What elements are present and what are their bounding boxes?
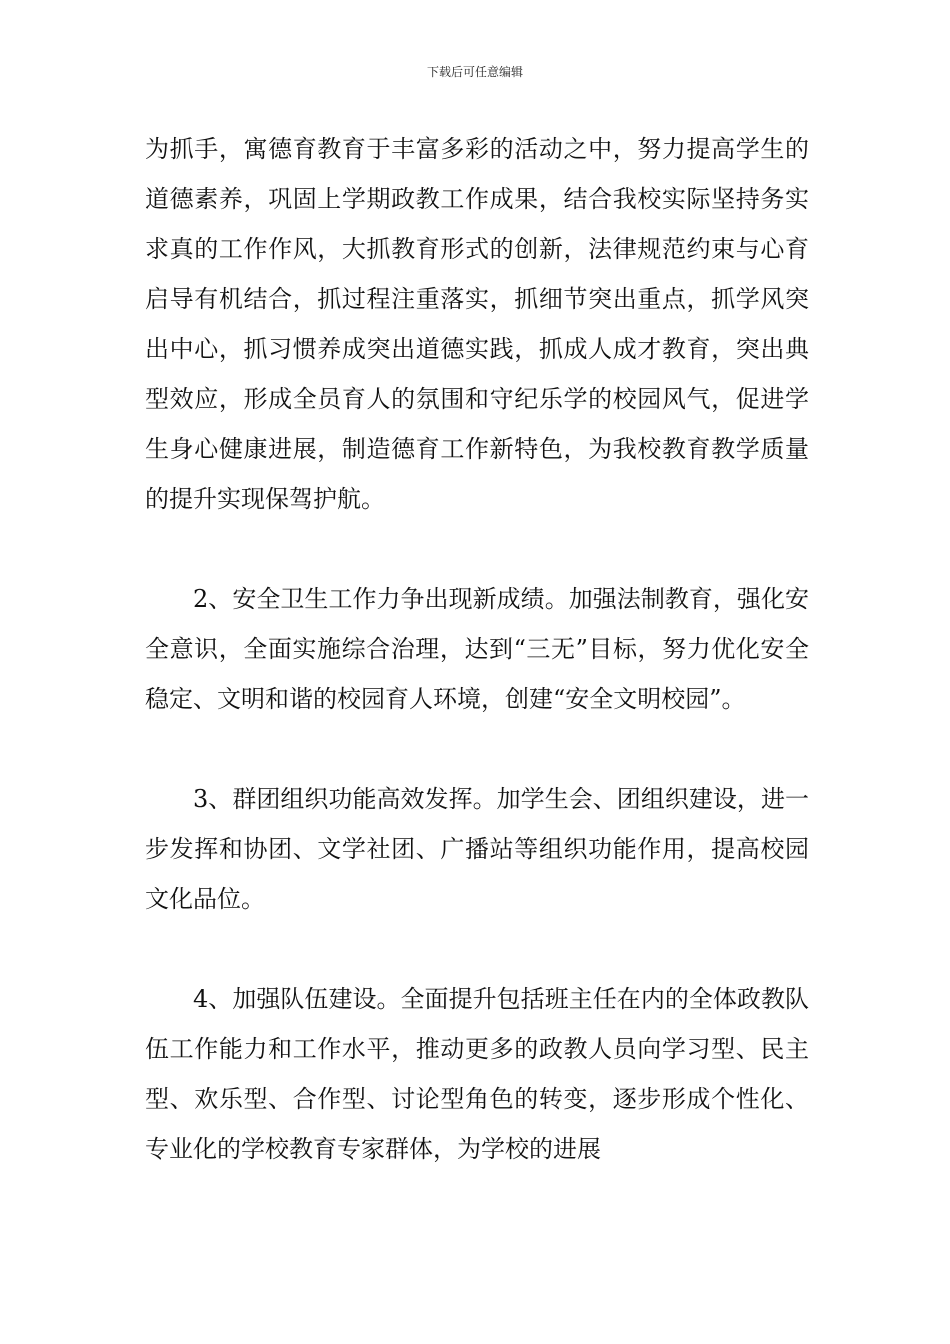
paragraph-spacer	[145, 724, 809, 774]
paragraph-spacer	[145, 924, 809, 974]
paragraph-4: 4、加强队伍建设。全面提升包括班主任在内的全体政教队伍工作能力和工作水平，推动更多的政教人员向学习型、民主型、欢乐型、合作型、讨论型角色的转变，逐步形成个性化、专业化的学校教育专家群体，为学校的进展	[145, 985, 809, 1163]
paragraph-2: 2、安全卫生工作力争出现新成绩。加强法制教育，强化安全意识，全面实施综合治理，达到“三无”目标，努力优化安全稳定、文明和谐的校园育人环境，创建“安全文明校园”。	[145, 585, 809, 713]
paragraph-3: 3、群团组织功能高效发挥。加学生会、团组织建设，进一步发挥和协团、文学社团、广播站等组织功能作用，提高校园文化品位。	[145, 785, 809, 913]
paragraph-1: 为抓手，寓德育教育于丰富多彩的活动之中，努力提高学生的道德素养，巩固上学期政教工作成果，结合我校实际坚持务实求真的工作作风，大抓教育形式的创新，法律规范约束与心育启导有机结合，抓过程注重落实，抓细节突出重点，抓学风突出中心，抓习惯养成突出道德实践，抓成人成才教育，突出典型效应，形成全员育人的氛围和守纪乐学的校园风气，促进学生身心健康进展，制造德育工作新特色，为我校教育教学质量的提升实现保驾护航。	[145, 135, 809, 513]
document-body	[145, 124, 809, 1174]
page-header-note: 下载后可任意编辑	[426, 65, 523, 79]
paragraph-spacer	[145, 524, 809, 574]
